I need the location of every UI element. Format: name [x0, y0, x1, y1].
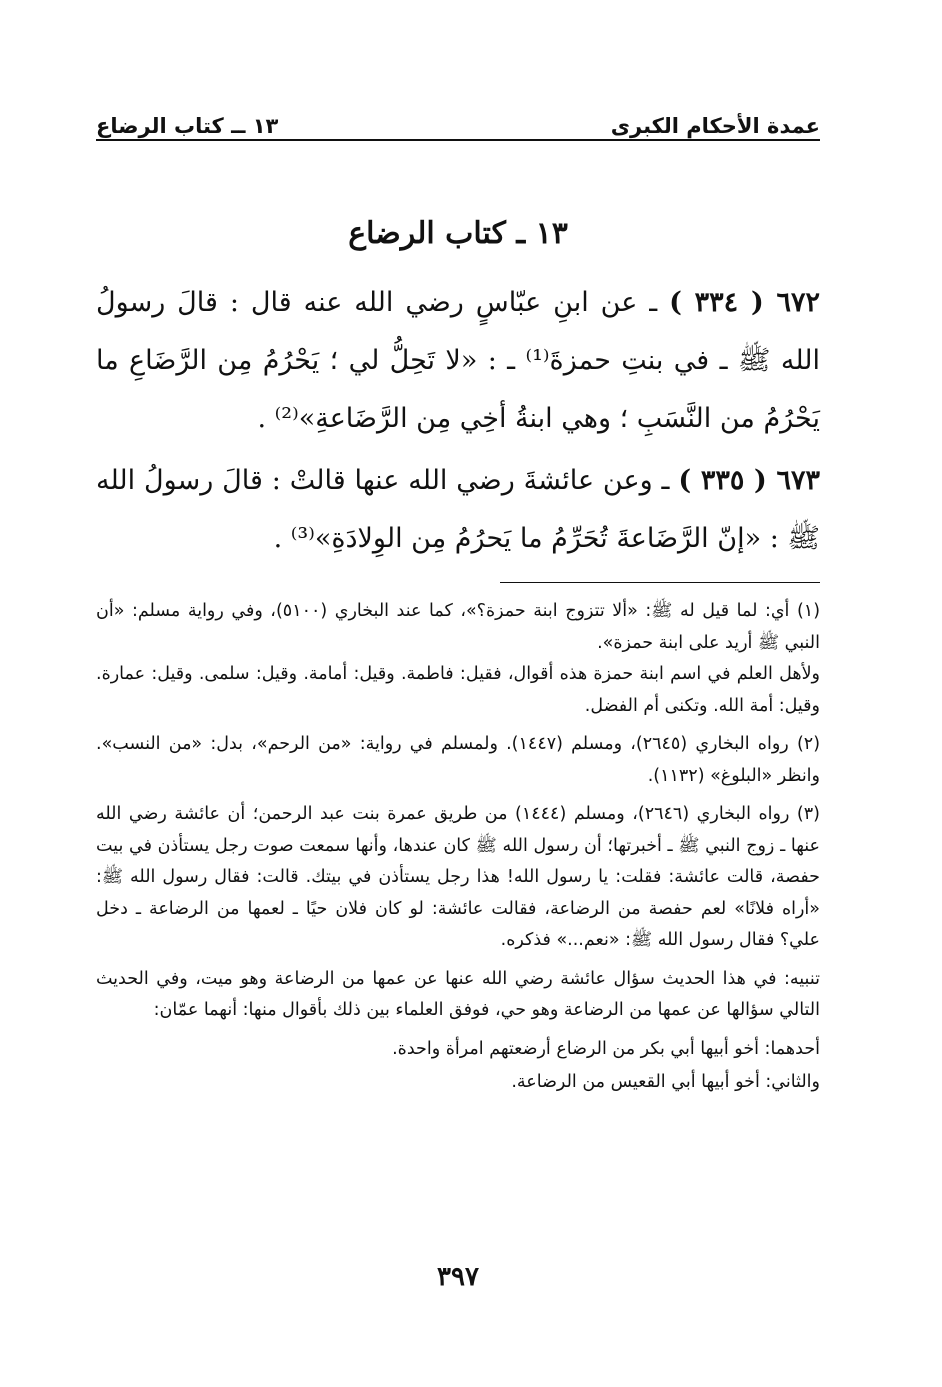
footnote-3: (٣) رواه البخاري (٢٦٤٦)، ومسلم (١٤٤٤) من طريق عمرة بنت عبد الرحمن؛ أن عائشة رضي الله عنها ـ زوج النبي ﷺ ـ أخبرتها؛ أن رسول الله ﷺ كان عندها، وأنها سمعت صوت رجل يستأذن في بيت حفصة، قالت عائشة: فقلت: يا رسول الله! هذا رجل يستأذن في بيتك. قالت: فقال رسول الله ﷺ: «أراه فلانًا» لعم حفصة من الرضاعة، فقالت عائشة: لو كان فلان حيًا ـ لعمها من الرضاعة ـ دخل علي؟ فقال رسول الله ﷺ: «نعم...» فذكره. [96, 804, 820, 950]
footnotes [96, 596, 820, 1101]
chapter-heading: ١٣ ـ كتاب الرضاع [348, 216, 568, 251]
hadith-text: ـ عن ابنِ عبّاسٍ رضي الله عنه قال : قالَ رسولُ الله ﷺ ـ في بنتِ حمزةَ⁽¹⁾ ـ : «لا تَحِلُّ لي ؛ يَحْرُمُ مِن الرَّضَاعِ ما يَحْرُمُ من النَّسَبِ ؛ وهي ابنةُ أخِي مِن الرَّضَاعةِ»⁽²⁾ . [96, 287, 820, 434]
header-divider [96, 139, 820, 141]
hadith-text: ـ وعن عائشةَ رضي الله عنها قالتْ : قالَ رسولُ الله ﷺ : «إنّ الرَّضَاعةَ تُحَرِّمُ ما يَحرُمُ مِن الوِلادَةِ»⁽³⁾ . [96, 465, 820, 554]
footnote-1: (١) أي: لما قيل له ﷺ: «ألا تتزوج ابنة حمزة؟»، كما عند البخاري (٥١٠٠)، وفي رواية مسلم: «أن النبي ﷺ أريد على ابنة حمزة». [96, 601, 821, 653]
running-header-chapter-title: ١٣ ــ كتاب الرضاع [96, 114, 279, 138]
hadith-paragraph [96, 452, 820, 568]
footnote-note-item: والثاني: أخو أبيها أبي القعيس من الرضاعة. [511, 1072, 820, 1092]
footnote-divider [500, 582, 820, 583]
hadith-number: ٦٧٣ ( ٣٣٥ ) [678, 465, 821, 496]
footnote-2: (٢) رواه البخاري (٢٦٤٥)، ومسلم (١٤٤٧). ولمسلم في رواية: «من الرحم»، بدل: «من النسب». وانظر «البلوغ» (١١٣٢). [96, 734, 821, 786]
hadith-paragraph [96, 274, 820, 448]
page-number: ٣٩٧ [437, 1262, 479, 1292]
footnote-1-continued: ولأهل العلم في اسم ابنة حمزة هذه أقوال، فقيل: فاطمة. وقيل: أمامة. وقيل: سلمى. وقيل: عمارة. وقيل: أمة الله. وتكنى أم الفضل. [96, 664, 820, 716]
footnote-note: تنبيه: في هذا الحديث سؤال عائشة رضي الله عنها عن عمها من الرضاعة وهو ميت، وفي الحديث التالي سؤالها عن عمها من الرضاعة وهو حي، فوفق العلماء بين ذلك بأقوال منها: أنهما عمّان: [96, 968, 820, 1020]
footnote-note-item: أحدهما: أخو أبيها أبي بكر من الرضاع أرضعتهم امرأة واحدة. [392, 1038, 820, 1059]
running-header-book-title: عمدة الأحكام الكبرى [610, 114, 820, 138]
running-header [96, 98, 820, 138]
hadith-number: ٦٧٢ ( ٣٣٤ ) [669, 287, 820, 318]
